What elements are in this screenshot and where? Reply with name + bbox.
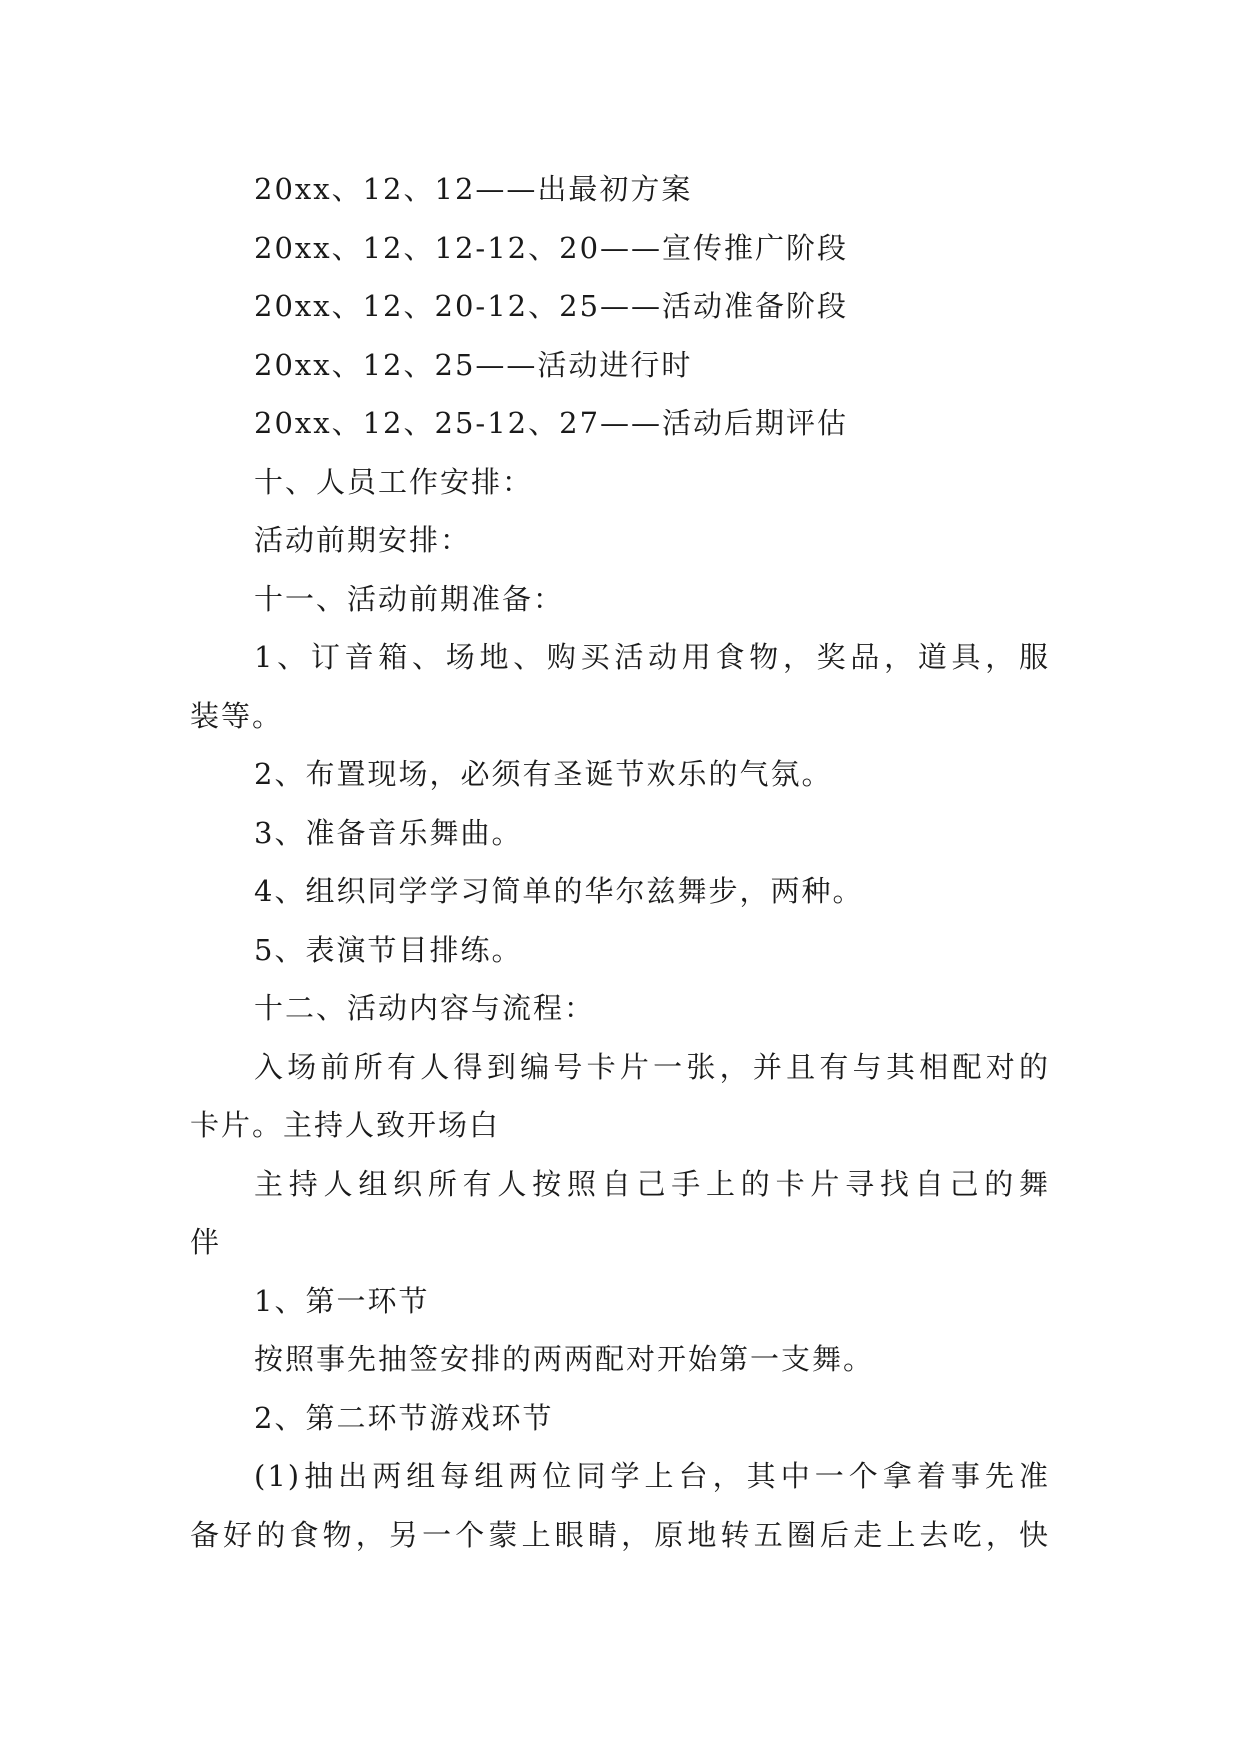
- section-heading-preparation: 十一、活动前期准备：: [254, 581, 565, 616]
- section-heading-staff: 十、人员工作安排：: [254, 464, 534, 499]
- paragraph-line: 备好的食物，另一个蒙上眼睛，原地转五圈后走上去吃，快: [190, 1517, 1050, 1552]
- schedule-line-2: 20xx、12、12-12、20——宣传推广阶段: [254, 230, 849, 265]
- schedule-line-1: 20xx、12、12——出最初方案: [254, 172, 693, 206]
- schedule-line-4: 20xx、12、25——活动进行时: [254, 347, 693, 382]
- paragraph-line: 装等。: [190, 698, 284, 733]
- step-heading: 1、第一环节: [254, 1283, 430, 1318]
- paragraph-line: (1)抽出两组每组两位同学上台，其中一个拿着事先准: [254, 1459, 1050, 1493]
- list-item: 5、表演节目排练。: [254, 932, 523, 967]
- document-body: [190, 160, 1050, 1564]
- schedule-line-3: 20xx、12、20-12、25——活动准备阶段: [254, 289, 849, 323]
- step-heading: 2、第二环节游戏环节: [254, 1400, 554, 1435]
- paragraph-line: 按照事先抽签安排的两两配对开始第一支舞。: [254, 1342, 875, 1376]
- list-item: 2、布置现场，必须有圣诞节欢乐的气氛。: [254, 757, 833, 791]
- paragraph-line: 入场前所有人得到编号卡片一张，并且有与其相配对的: [254, 1049, 1050, 1084]
- schedule-line-5: 20xx、12、25-12、27——活动后期评估: [254, 406, 849, 440]
- paragraph-line: 主持人组织所有人按照自己手上的卡片寻找自己的舞: [254, 1166, 1050, 1201]
- list-item: 4、组织同学学习简单的华尔兹舞步，两种。: [254, 874, 864, 908]
- paragraph-line: 伴: [190, 1225, 222, 1259]
- section-heading-content: 十二、活动内容与流程：: [254, 991, 596, 1025]
- paragraph-line: 卡片。主持人致开场白: [190, 1108, 501, 1142]
- paragraph-line: 1、订音箱、场地、购买活动用食物，奖品，道具，服: [254, 640, 1050, 674]
- list-item: 3、准备音乐舞曲。: [254, 815, 523, 850]
- subheading-pre-activity: 活动前期安排：: [254, 523, 472, 557]
